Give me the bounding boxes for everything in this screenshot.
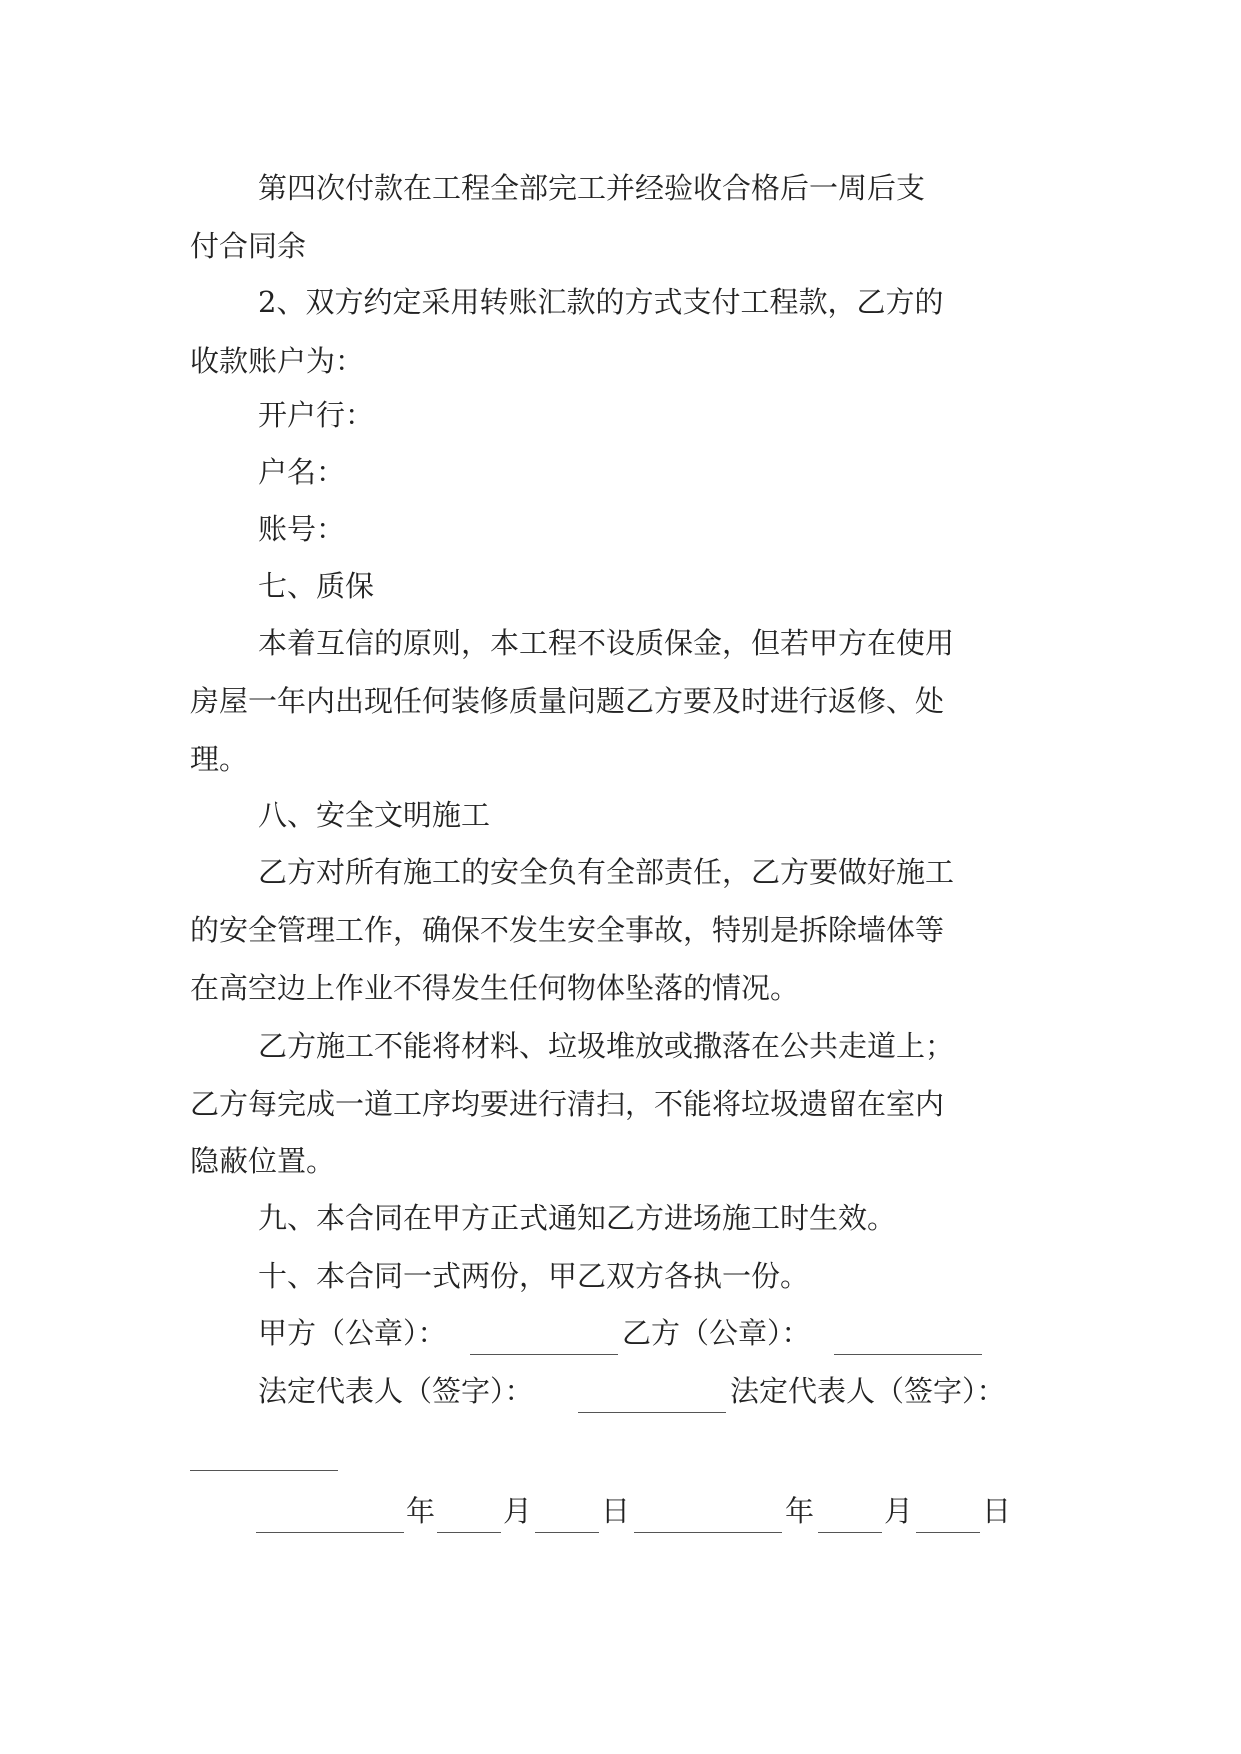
date-b-month-blank[interactable] (818, 1532, 882, 1533)
paragraph-line: 理。 (190, 742, 249, 776)
paragraph-line: 隐蔽位置。 (190, 1144, 336, 1178)
party-b-rep-blank[interactable] (190, 1470, 338, 1471)
date-b-month-label: 月 (884, 1494, 914, 1528)
date-a-month-label: 月 (503, 1494, 533, 1528)
party-b-rep-label: 法定代表人（签字）： (730, 1374, 1006, 1408)
section-heading: 七、质保 (258, 569, 375, 603)
party-b-seal-label: 乙方（公章）： (622, 1316, 811, 1350)
date-a-year-label: 年 (406, 1494, 436, 1528)
date-a-year-blank[interactable] (256, 1532, 404, 1533)
date-b-year-blank[interactable] (634, 1532, 782, 1533)
paragraph-line: 付合同余 (190, 229, 307, 263)
paragraph-line: 第四次付款在工程全部完工并经验收合格后一周后支 (258, 171, 926, 205)
clause-nine: 九、本合同在甲方正式通知乙方进场施工时生效。 (258, 1201, 897, 1235)
date-b-year-label: 年 (785, 1494, 815, 1528)
party-a-rep-label: 法定代表人（签字）： (258, 1374, 534, 1408)
section-heading: 八、安全文明施工 (258, 798, 491, 832)
paragraph-line: 在高空边上作业不得发生任何物体坠落的情况。 (190, 971, 800, 1005)
party-b-seal-blank[interactable] (834, 1354, 982, 1355)
account-name-label: 户名： (258, 455, 346, 489)
account-number-label: 账号： (258, 512, 346, 546)
paragraph-line: 2、双方约定采用转账汇款的方式支付工程款，乙方的 (258, 285, 944, 319)
paragraph-line: 乙方施工不能将材料、垃圾堆放或撒落在公共走道上； (258, 1029, 955, 1063)
paragraph-line: 收款账户为： (190, 344, 365, 378)
bank-field-label: 开户行： (258, 398, 375, 432)
date-b-day-label: 日 (982, 1494, 1012, 1528)
paragraph-line: 房屋一年内出现任何装修质量问题乙方要及时进行返修、处 (190, 684, 945, 718)
paragraph-line: 本着互信的原则，本工程不设质保金，但若甲方在使用 (258, 626, 955, 660)
date-a-day-blank[interactable] (535, 1532, 599, 1533)
paragraph-line: 的安全管理工作，确保不发生安全事故，特别是拆除墙体等 (190, 913, 945, 947)
party-a-seal-label: 甲方（公章）： (258, 1316, 447, 1350)
clause-ten: 十、本合同一式两份，甲乙双方各执一份。 (258, 1259, 810, 1293)
paragraph-line: 乙方每完成一道工序均要进行清扫，不能将垃圾遗留在室内 (190, 1087, 945, 1121)
date-a-month-blank[interactable] (437, 1532, 501, 1533)
party-a-rep-blank[interactable] (578, 1412, 726, 1413)
party-a-seal-blank[interactable] (470, 1354, 618, 1355)
paragraph-line: 乙方对所有施工的安全负有全部责任，乙方要做好施工 (258, 855, 955, 889)
date-b-day-blank[interactable] (916, 1532, 980, 1533)
date-a-day-label: 日 (601, 1494, 631, 1528)
